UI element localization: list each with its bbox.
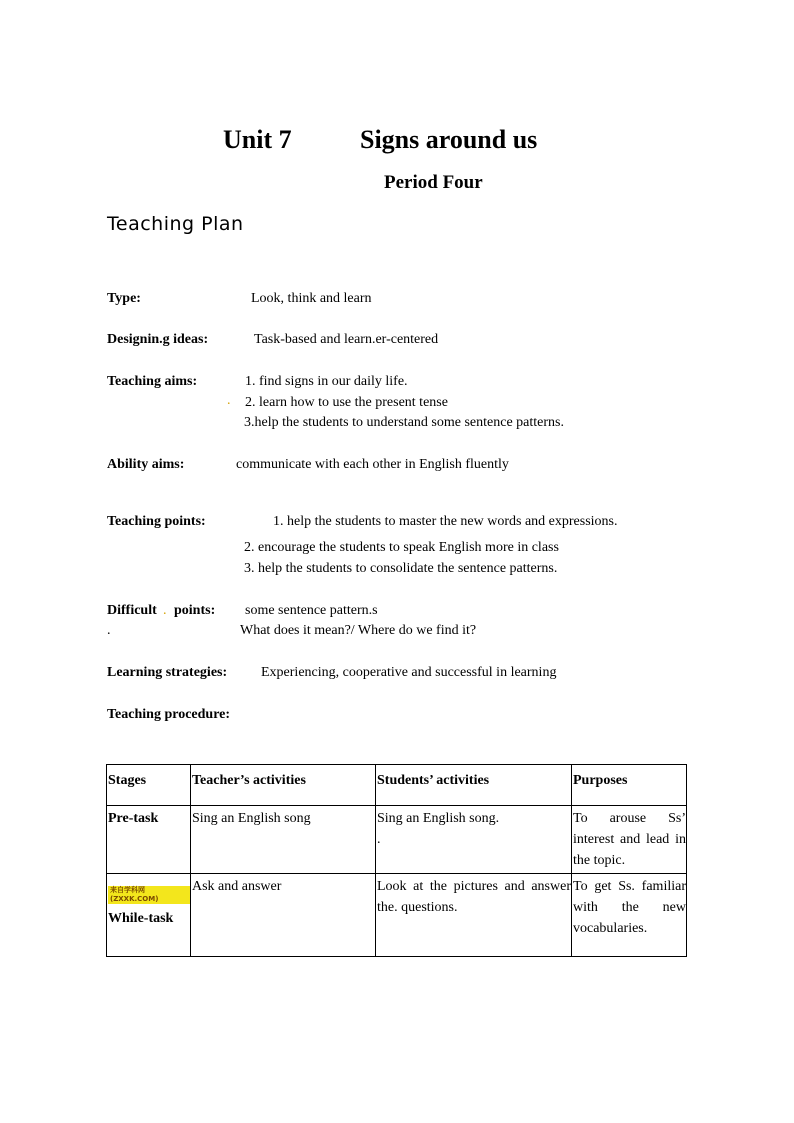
stray-dot: . xyxy=(227,393,231,408)
unit-topic: Signs around us xyxy=(360,125,538,154)
table-header-row xyxy=(107,765,687,806)
students-text: Sing an English song. xyxy=(377,811,500,826)
teacher-cell: Sing an English song xyxy=(191,806,376,874)
header-purposes: Purposes xyxy=(572,765,687,806)
watermark-logo: 来自学科网(ZXXK.COM) xyxy=(108,886,190,904)
point-item: 2. encourage the students to speak English more in class xyxy=(244,540,559,555)
stage-text: While-task xyxy=(108,911,174,926)
type-label: Type: xyxy=(107,291,141,306)
students-cell xyxy=(376,806,572,874)
stray-dot: . xyxy=(163,603,167,618)
teaching-plan-heading: Teaching Plan xyxy=(107,213,244,235)
ability-value: communicate with each other in English fluently xyxy=(236,457,509,472)
aim-item: 1. find signs in our daily life. xyxy=(245,374,408,389)
difficult-line: some sentence pattern.s xyxy=(245,603,378,618)
purpose-cell: To get Ss. familiar with the new vocabularies. xyxy=(572,874,687,957)
header-students: Students’ activities xyxy=(376,765,572,806)
stage-cell: Pre-task xyxy=(107,806,191,874)
point-item: 3. help the students to consolidate the sentence patterns. xyxy=(244,561,558,576)
stray-dot: . xyxy=(377,832,381,847)
points-label: Teaching points: xyxy=(107,514,206,529)
aim-item: 2. learn how to use the present tense xyxy=(245,395,448,410)
table-row xyxy=(107,874,687,957)
procedure-label: Teaching procedure: xyxy=(107,707,231,722)
aim-item: 3.help the students to understand some sentence patterns. xyxy=(244,415,564,430)
students-cell: Look at the pictures and answer the. questions. xyxy=(376,874,572,957)
strategies-value: Experiencing, cooperative and successful in learning xyxy=(261,665,557,680)
point-item: 1. help the students to master the new words and expressions. xyxy=(273,514,618,529)
purpose-cell: To arouse Ss’ interest and lead in the topic. xyxy=(572,806,687,874)
aims-label: Teaching aims: xyxy=(107,374,198,389)
ability-label: Ability aims: xyxy=(107,457,185,472)
procedure-table xyxy=(106,764,687,957)
teacher-cell: Ask and answer xyxy=(191,874,376,957)
header-stages: Stages xyxy=(107,765,191,806)
header-teacher: Teacher’s activities xyxy=(191,765,376,806)
strategies-label: Learning strategies: xyxy=(107,665,228,680)
unit-number: Unit 7 xyxy=(223,125,292,154)
difficult-label-b: points: xyxy=(174,603,216,618)
difficult-line: What does it mean?/ Where do we find it? xyxy=(240,623,477,638)
design-value: Task-based and learn.er-centered xyxy=(254,332,439,347)
stage-cell xyxy=(107,874,191,957)
period-title: Period Four xyxy=(384,172,483,193)
stray-dot: . xyxy=(107,623,111,638)
design-label: Designin.g ideas: xyxy=(107,332,209,347)
table-row xyxy=(107,806,687,874)
difficult-label-a: Difficult xyxy=(107,603,157,618)
type-value: Look, think and learn xyxy=(251,291,372,306)
